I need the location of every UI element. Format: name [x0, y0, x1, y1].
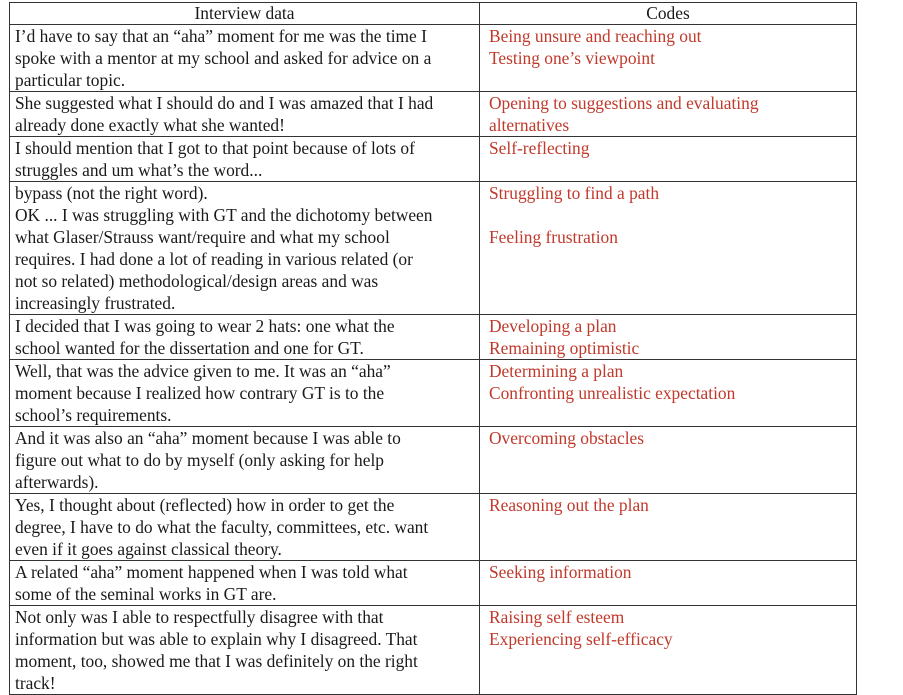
code-label: Self-reflecting	[489, 138, 590, 158]
codes-cell	[480, 561, 857, 606]
code-label: Feeling frustration	[489, 227, 618, 247]
interview-line: OK ... I was struggling with GT and the dichotomy between	[15, 205, 433, 225]
codes-cell	[480, 137, 857, 182]
codes-cell	[480, 315, 857, 360]
interview-line: degree, I have to do what the faculty, committees, etc. want	[15, 517, 429, 537]
codes-cell	[480, 25, 857, 92]
interview-cell	[10, 182, 480, 315]
interview-line: already done exactly what she wanted!	[15, 115, 285, 135]
interview-cell	[10, 137, 480, 182]
interview-cell	[10, 561, 480, 606]
interview-line: Well, that was the advice given to me. It was an “aha”	[15, 361, 391, 381]
interview-line: what Glaser/Strauss want/require and what my school	[15, 227, 390, 247]
table-row	[10, 25, 857, 92]
interview-line: I’d have to say that an “aha” moment for me was the time I	[15, 26, 427, 46]
code-label: Seeking information	[489, 562, 632, 582]
interview-line: school’s requirements.	[15, 405, 172, 425]
code-label: Reasoning out the plan	[489, 495, 649, 515]
interview-line: Not only was I able to respectfully disagree with that	[15, 607, 384, 627]
interview-line: struggles and um what’s the word...	[15, 160, 263, 180]
code-label: Determining a plan	[489, 361, 624, 381]
interview-line: spoke with a mentor at my school and asked for advice on a	[15, 48, 432, 68]
code-label: Raising self esteem	[489, 607, 625, 627]
interview-cell	[10, 494, 480, 561]
interview-line: some of the seminal works in GT are.	[15, 584, 277, 604]
table-row	[10, 137, 857, 182]
interview-line: I decided that I was going to wear 2 hats: one what the	[15, 316, 395, 336]
interview-line: Yes, I thought about (reflected) how in order to get the	[15, 495, 395, 515]
interview-line: afterwards).	[15, 472, 99, 492]
interview-line: track!	[15, 673, 56, 693]
interview-line: particular topic.	[15, 70, 126, 90]
interview-cell	[10, 606, 480, 695]
interview-cell	[10, 92, 480, 137]
interview-line: She suggested what I should do and I was amazed that I had	[15, 93, 434, 113]
table-row	[10, 182, 857, 315]
header-row	[10, 3, 857, 25]
code-label: Being unsure and reaching out	[489, 26, 702, 46]
interview-line: requires. I had done a lot of reading in various related (or	[15, 249, 413, 269]
interview-line: A related “aha” moment happened when I was told what	[15, 562, 408, 582]
table-row	[10, 315, 857, 360]
code-label: Experiencing self-efficacy	[489, 629, 673, 649]
table-row	[10, 561, 857, 606]
table-row	[10, 606, 857, 695]
interview-line: not so related) methodological/design areas and was	[15, 271, 379, 291]
interview-line: increasingly frustrated.	[15, 293, 176, 313]
codes-cell	[480, 360, 857, 427]
code-label: Overcoming obstacles	[489, 428, 645, 448]
interview-line: bypass (not the right word).	[15, 183, 208, 203]
code-label: Confronting unrealistic expectation	[489, 383, 736, 403]
header-interview-data: Interview data	[10, 3, 480, 25]
interview-cell	[10, 315, 480, 360]
codes-cell	[480, 606, 857, 695]
code-label: Opening to suggestions and evaluating	[489, 93, 759, 113]
interview-coding-table	[9, 2, 857, 695]
interview-line: school wanted for the dissertation and one for GT.	[15, 338, 364, 358]
code-label: alternatives	[489, 115, 570, 135]
table-row	[10, 427, 857, 494]
interview-cell	[10, 25, 480, 92]
interview-line: And it was also an “aha” moment because I was able to	[15, 428, 401, 448]
code-label: Remaining optimistic	[489, 338, 640, 358]
table-row	[10, 360, 857, 427]
interview-cell	[10, 427, 480, 494]
interview-line: even if it goes against classical theory.	[15, 539, 282, 559]
interview-line: figure out what to do by myself (only asking for help	[15, 450, 384, 470]
interview-cell	[10, 360, 480, 427]
code-label: Developing a plan	[489, 316, 617, 336]
interview-line: moment, too, showed me that I was definitely on the right	[15, 651, 418, 671]
interview-line: I should mention that I got to that point because of lots of	[15, 138, 415, 158]
header-codes: Codes	[480, 3, 857, 25]
codes-cell	[480, 427, 857, 494]
codes-cell	[480, 92, 857, 137]
interview-line: moment because I realized how contrary GT is to the	[15, 383, 385, 403]
codes-cell	[480, 182, 857, 315]
interview-line: information but was able to explain why I disagreed. That	[15, 629, 418, 649]
table-row	[10, 92, 857, 137]
table-row	[10, 494, 857, 561]
code-label: Testing one’s viewpoint	[489, 48, 655, 68]
code-label: Struggling to find a path	[489, 183, 660, 203]
codes-cell	[480, 494, 857, 561]
